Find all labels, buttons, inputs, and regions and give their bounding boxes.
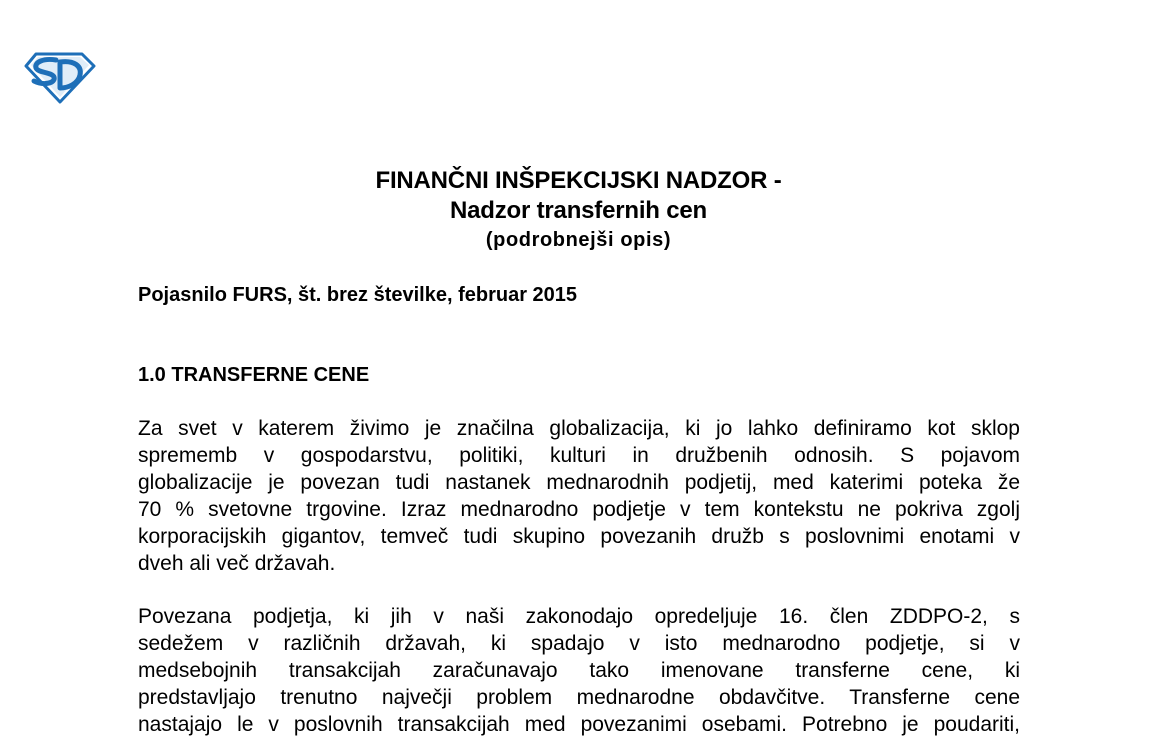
paragraph-line: sedežem v različnih državah, ki spadajo v isto mednarodno podjetje, si v (138, 632, 1020, 655)
paragraph-2 (138, 603, 1020, 738)
document-subtitle-note: (podrobnejši opis) (485, 229, 672, 251)
paragraph-line: dveh ali več državah. (138, 552, 336, 575)
paragraph-line: Povezana podjetja, ki jih v naši zakonodajo opredeljuje 16. člen ZDDPO-2, s (138, 605, 1020, 628)
paragraph-line: nastajajo le v poslovnih transakcijah med povezanimi osebami. Potrebno je poudariti, (138, 713, 1020, 736)
document-title-block (0, 166, 1157, 254)
paragraph-line: globalizacije je povezan tudi nastanek mednarodnih podjetij, med katerimi poteka že (138, 471, 1020, 494)
section-heading: 1.0 TRANSFERNE CENE (138, 364, 370, 386)
paragraph-line: korporacijskih gigantov, temveč tudi skupino povezanih družb s poslovnimi enotami v (138, 525, 1020, 548)
sd-diamond-logo-icon (22, 48, 96, 104)
paragraph-line: sprememb v gospodarstvu, politiki, kulturi in družbenih odnosih. S pojavom (138, 444, 1020, 467)
document-subtitle: Nadzor transfernih cen (450, 197, 707, 224)
document-title: FINANČNI INŠPEKCIJSKI NADZOR - (375, 167, 782, 194)
paragraph-line: 70 % svetovne trgovine. Izraz mednarodno podjetje v tem kontekstu ne pokriva zgolj (138, 498, 1020, 521)
paragraph-1 (138, 415, 1020, 577)
paragraph-line: medsebojnih transakcijah zaračunavajo tako imenovane transferne cene, ki (138, 659, 1020, 682)
paragraph-line: Za svet v katerem živimo je značilna globalizacija, ki jo lahko definiramo kot sklop (138, 417, 1020, 440)
paragraph-line: predstavljajo trenutno največji problem mednarodne obdavčitve. Transferne cene (138, 686, 1020, 709)
document-reference: Pojasnilo FURS, št. brez številke, februar 2015 (138, 284, 578, 306)
